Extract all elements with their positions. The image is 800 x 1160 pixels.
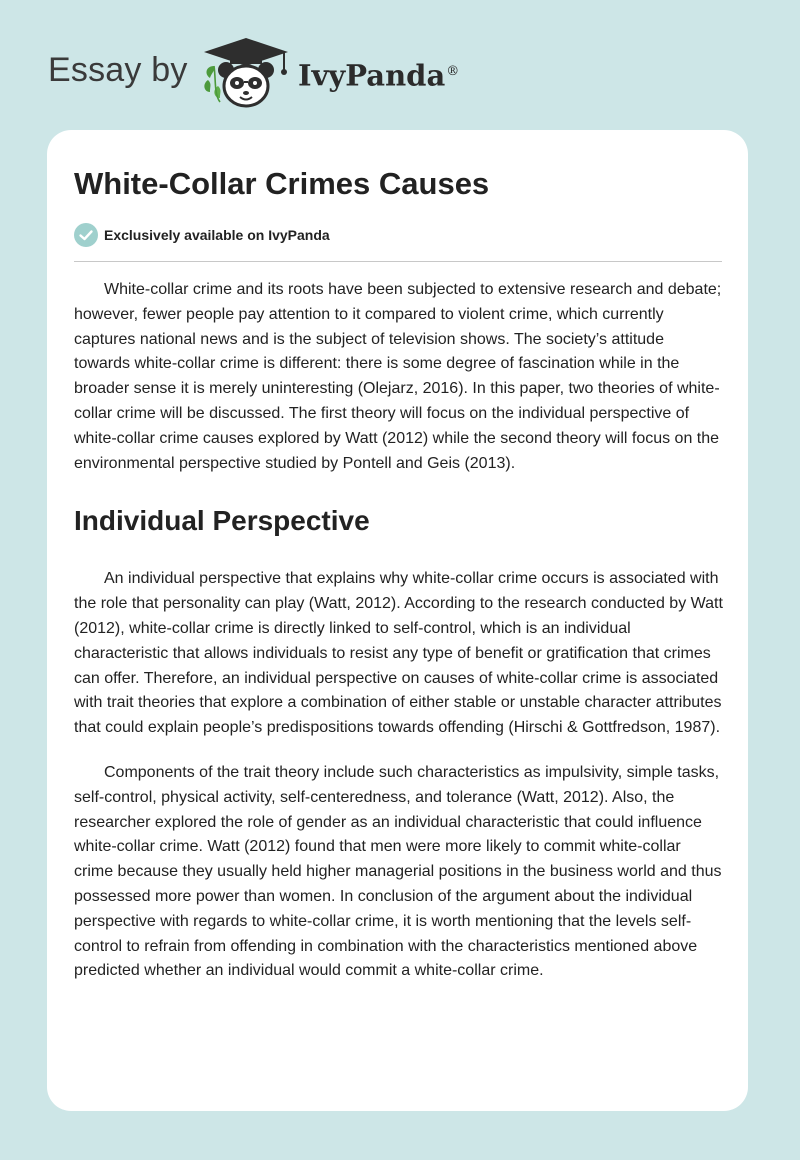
page-title: White-Collar Crimes Causes xyxy=(74,166,490,201)
brand-name-text: IvyPanda xyxy=(298,58,446,93)
essay-card xyxy=(47,130,748,1111)
paragraph-trait-theory: Components of the trait theory include such characteristics as impulsivity, simple tasks, self-control, physical activity, self-centeredness, and tolerance (Watt, 2012). Also, the researcher explored the role of gender as an individual characteristic that could influence white-collar crime. Watt (2012) found that men were more likely to commit white-collar crime because they usually held higher managerial positions in the business world and thus possessed more power than women. In conclusion of the argument about the individual perspective with regards to white-collar crime, it is worth mentioning that the levels self-control to refrain from offending in combination with the characteristics mentioned above predicted whether an individual would commit a white-collar crime. xyxy=(74,763,722,980)
paragraph-individual-perspective: An individual perspective that explains why white-collar crime occurs is associated with the role that personality can play (Watt, 2012). According to the research conducted by Watt (2012), white-collar crime is directly linked to self-control, which is an individual characteristic that allows individuals to resist any type of benefit or gratification that crimes can offer. Therefore, an individual perspective on causes of white-collar crime is associated with trait theories that explore a combination of either stable or unstable character attributes that could explain people’s predispositions towards offending (Hirschi & Gottfredson, 1987). xyxy=(74,570,723,737)
panda-graduation-cap-logo-icon[interactable] xyxy=(200,36,292,110)
exclusive-badge xyxy=(74,222,330,248)
essay-by-label: Essay by xyxy=(48,51,188,89)
essay-body xyxy=(74,278,724,984)
paragraph-intro: White-collar crime and its roots have been subjected to extensive research and debate; however, fewer people pay attention to it compared to violent crime, which currently captures national news and is the subject of television shows. The society’s attitude towards white-collar crime is different: there is some degree of fascination while in the broader sense it is merely uninteresting (Olejarz, 2016). In this paper, two theories of white-collar crime will be discussed. The first theory will focus on the individual perspective of white-collar crime causes explored by Watt (2012) while the second theory will focus on the environmental perspective studied by Pontell and Geis (2013). xyxy=(74,281,722,472)
registered-mark: ® xyxy=(446,64,460,79)
exclusive-badge-text: Exclusively available on IvyPanda xyxy=(104,227,330,243)
section-heading-individual-perspective: Individual Perspective xyxy=(74,505,370,537)
check-circle-icon xyxy=(74,223,98,247)
title-divider xyxy=(74,261,722,262)
site-header xyxy=(0,0,800,130)
brand-name[interactable] xyxy=(298,52,459,96)
